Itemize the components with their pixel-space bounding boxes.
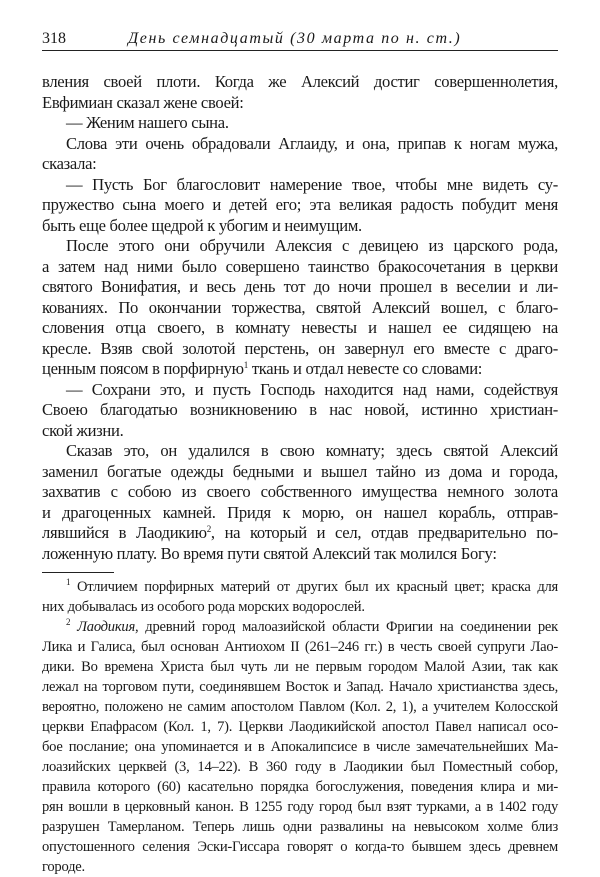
footnote-line: опустошенного селения Эски-Гиссара говорят о когда-то бывшем здесь древнем — [42, 839, 558, 855]
footnote-line: рян вошли в церковный канон. В 1255 году город был взят турками, а в 1402 году — [42, 799, 558, 815]
text-line: словения отца своего, в комнату невесты и нашел ее сидящею на — [42, 318, 558, 337]
footnote-line: церкви Епафрасом (Кол. 1, 7). Церкви Лаодикийской апостол Павел написал осо- — [42, 719, 558, 735]
footnote-line: них добывалась из особого рода морских водорослей. — [42, 599, 365, 615]
text-line: — Пусть Бог благословит намерение твое, чтобы мне видеть су- — [66, 174, 558, 194]
text-line: сказала: — [42, 154, 97, 173]
text-line: быть еще более щедрой к убогим и неимущим. — [42, 215, 362, 235]
footnote-line: Лика и Галиса, был основан Антиохом II (261–246 гг.) в честь своей супруги Лао- — [42, 639, 558, 655]
footnote-line: вероятно, положено не самим апостолом Павлом (Кол. 2, 1), а учителем Колосской — [42, 699, 558, 715]
paragraph — [42, 441, 558, 564]
text-line: ложенную плату. Во время пути святой Алексий так молился Богу: — [42, 543, 497, 563]
text-line: заменил богатые одежды бедными и вышел тайно из дома и города, — [42, 461, 558, 481]
text-line: Своею благодатью возникновению в нас новой, истинно христиан- — [42, 400, 558, 419]
text-line: лявшийся в Лаодикию$^2$, на который и сел, отдав предварительно по- — [42, 523, 558, 542]
footnote-number: 1 — [66, 577, 71, 587]
page-number: 318 — [42, 30, 66, 47]
paragraph — [42, 380, 558, 442]
main-text — [42, 72, 558, 564]
text-line: После этого они обручили Алексия с девицею из царского рода, — [66, 236, 558, 255]
paragraph — [42, 113, 558, 134]
text-line: ской жизни. — [42, 420, 124, 440]
text-line: кованиях. По окончании торжества, святой Алексий вошел, с благо- — [42, 297, 558, 317]
footnote-marker: 2 — [206, 524, 211, 534]
footnote-separator — [42, 572, 114, 573]
footnotes — [42, 577, 558, 877]
running-title: День семнадцатый (30 марта по н. ст.) — [128, 30, 462, 47]
text-line: Сказав это, он удалился в свою комнату; здесь святой Алексий — [66, 441, 558, 460]
text-line: ценным поясом в порфирную$^1$ ткань и отдал невесте со словами: — [42, 359, 483, 378]
text-line: святого Вонифатия, и весь день тот до ночи прошел в веселии и ли- — [42, 277, 558, 296]
footnote-line: правила которого (60) касательно порядка богослужения, поведения клира и ми- — [42, 779, 558, 795]
text-line: — Сохрани это, и пусть Господь находится над нами, содействуя — [66, 379, 558, 399]
footnote-line: $^2$ Лаодикия, древний город малоазийской области Фригии на соединении рек — [66, 617, 558, 635]
footnote-line: лоазийских церквей (3, 14–22). В 360 году в Лаодикии был Поместный собор, — [42, 759, 558, 775]
footnote-number: 2 — [66, 617, 71, 627]
text-line: а затем над ними было совершено таинство бракосочетания в церкви — [42, 256, 558, 276]
text-line: кресле. Взяв свой золотой перстень, он завернул его вместе с драго- — [42, 338, 558, 358]
footnote — [42, 617, 558, 877]
paragraph — [42, 72, 558, 113]
text-line: пружество сына моего и детей его; эта великая радость побудит меня — [42, 195, 558, 214]
footnote-line: разрушен Тамерланом. Теперь лишь одни развалины на невысоком холме близ — [42, 819, 558, 835]
paragraph — [42, 134, 558, 175]
text-line: Евфимиан сказал жене своей: — [42, 92, 244, 112]
footnote-line: бое послание; она упоминается и в Апокалипсисе в числе замечательнейших Ма- — [42, 739, 558, 755]
footnote-line: дики. Во времена Христа был чуть ли не первым городом Малой Азии, так как — [42, 659, 558, 675]
footnote-marker: 1 — [243, 360, 248, 370]
footnote — [42, 577, 558, 617]
footnote-line: $^1$ Отличием порфирных материй от других был их красный цвет; краска для — [66, 577, 558, 595]
footnote-line: городе. — [42, 859, 85, 875]
paragraph — [42, 236, 558, 380]
footnote-line: лежал на торговом пути, соединявшем Восток и Запад. Начало христианства здесь, — [42, 679, 558, 695]
text-line: вления своей плоти. Когда же Алексий достиг совершеннолетия, — [42, 72, 558, 91]
text-line: и драгоценных камней. Придя к морю, он нашел корабль, отправ- — [42, 502, 558, 522]
text-line: захватив с собою из своего собственного имущества немного золота — [42, 482, 558, 501]
paragraph — [42, 175, 558, 237]
running-header — [42, 28, 558, 51]
text-line: Слова эти очень обрадовали Аглаиду, и она, припав к ногам мужа, — [66, 133, 558, 153]
footnote-term: Лаодикия — [77, 619, 136, 635]
text-line: — Женим нашего сына. — [66, 113, 229, 132]
